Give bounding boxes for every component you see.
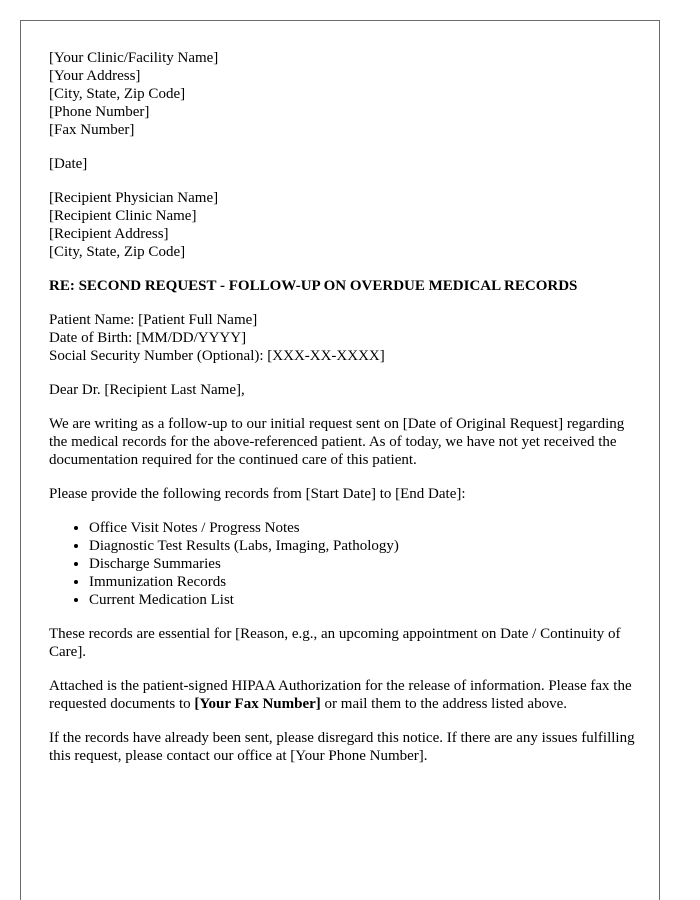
sender-city-state-zip: [City, State, Zip Code] — [49, 86, 186, 102]
sender-fax: [Fax Number] — [49, 122, 135, 138]
recipient-clinic-name: [Recipient Clinic Name] — [49, 208, 197, 224]
patient-info-block — [49, 311, 639, 365]
records-list — [49, 519, 639, 609]
closing-paragraph: If the records have already been sent, please disregard this notice. If there are any issues fulfilling this request, please contact our office at [Your Phone Number]. — [49, 730, 635, 764]
list-item: • Current Medication List — [89, 591, 639, 609]
recipient-address: [Recipient Address] — [49, 226, 169, 242]
list-item: • Discharge Summaries — [89, 555, 639, 573]
sender-phone: [Phone Number] — [49, 104, 150, 120]
letter-date — [49, 155, 639, 173]
sender-address-block — [49, 49, 639, 139]
recipient-address-block — [49, 189, 639, 261]
list-item: • Office Visit Notes / Progress Notes — [89, 519, 639, 537]
subject-line: RE: SECOND REQUEST - FOLLOW-UP ON OVERDUE MEDICAL RECORDS — [49, 278, 578, 294]
followup-paragraph: We are writing as a follow-up to our initial request sent on [Date of Original Request] regarding the medical records for the above-referenced patient. As of today, we have not yet received the documentation required for the continued care of this patient. — [49, 416, 625, 468]
hipaa-text-before: Attached is the patient-signed HIPAA Authorization for the release of information. Please fax the requested documents to — [49, 678, 632, 712]
recipient-city-state-zip: [City, State, Zip Code] — [49, 244, 186, 260]
patient-ssn: Social Security Number (Optional): [XXX-XX-XXXX] — [49, 348, 385, 364]
letter-content — [49, 49, 639, 781]
date-text: [Date] — [49, 156, 88, 172]
essential-paragraph: These records are essential for [Reason, e.g., an upcoming appointment on Date / Continuity of Care]. — [49, 626, 621, 660]
patient-dob: Date of Birth: [MM/DD/YYYY] — [49, 330, 247, 346]
sender-clinic-name: [Your Clinic/Facility Name] — [49, 50, 219, 66]
records-intro: Please provide the following records from [Start Date] to [End Date]: — [49, 486, 466, 502]
hipaa-text-after: or mail them to the address listed above. — [320, 696, 567, 712]
list-item: • Diagnostic Test Results (Labs, Imaging, Pathology) — [89, 537, 639, 555]
salutation: Dear Dr. [Recipient Last Name], — [49, 382, 245, 398]
fax-number-placeholder: [Your Fax Number] — [194, 696, 321, 712]
letter-page — [20, 20, 660, 900]
recipient-physician-name: [Recipient Physician Name] — [49, 190, 219, 206]
hipaa-paragraph — [49, 677, 639, 713]
sender-address: [Your Address] — [49, 68, 141, 84]
patient-name: Patient Name: [Patient Full Name] — [49, 312, 258, 328]
list-item: • Immunization Records — [89, 573, 639, 591]
